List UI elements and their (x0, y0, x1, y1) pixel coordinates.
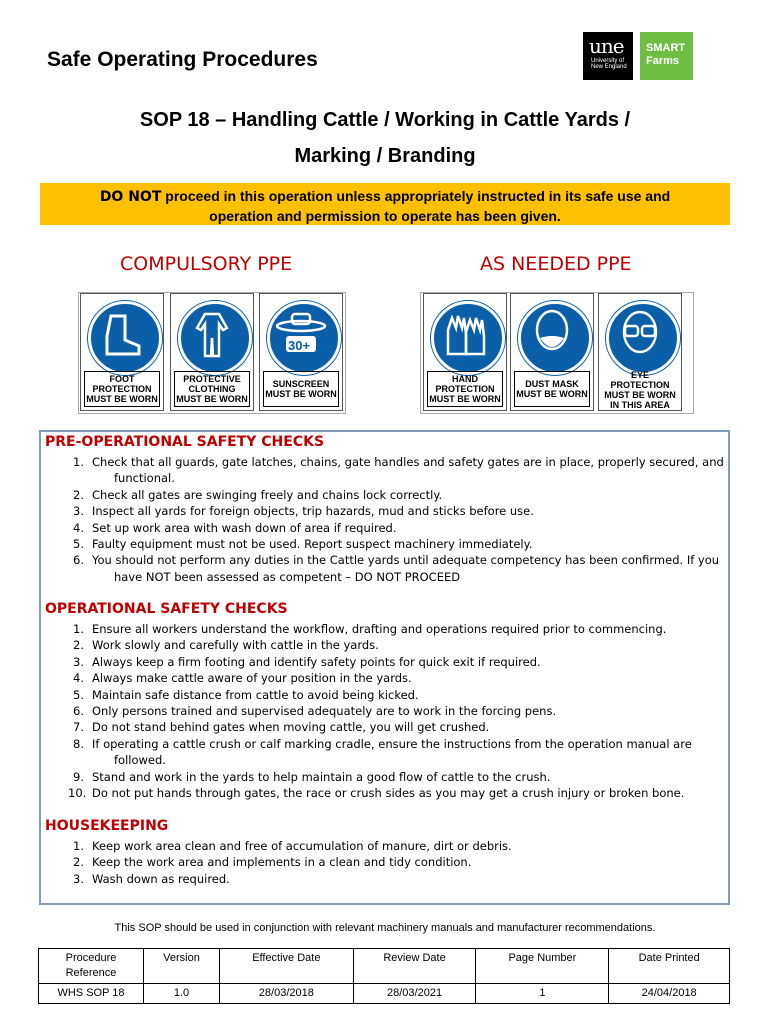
document-control-table (38, 948, 730, 1004)
ppe-sign-label: PROTECTIVE CLOTHING MUST BE WORN (174, 371, 250, 407)
table-header-cell: Version (144, 949, 220, 984)
coverall-icon (183, 306, 241, 364)
sun-hat-icon (272, 306, 330, 364)
pre-operational-heading: PRE-OPERATIONAL SAFETY CHECKS (45, 434, 325, 450)
operational-list (40, 621, 730, 801)
ppe-sign-foot-protection (80, 293, 164, 411)
list-item: 3. Wash down as required. (73, 871, 230, 886)
warning-strong: DO NOT (99, 189, 162, 205)
table-cell: 1 (476, 984, 609, 1004)
footnote: This SOP should be used in conjunction with relevant machinery manuals and manufacturer recommendations. (114, 922, 656, 934)
ppe-sign-sunscreen (259, 293, 343, 411)
table-header-cell: Date Printed (609, 949, 730, 984)
list-item: 2. Keep the work area and implements in a clean and tidy condition. (73, 855, 472, 870)
table-cell: 1.0 (144, 984, 220, 1004)
smart-farms-line1: SMART (646, 42, 686, 54)
list-item: 5. Maintain safe distance from cattle to avoid being kicked. (73, 687, 419, 702)
list-item: 4. Set up work area with wash down of area if required. (73, 520, 397, 535)
table-header-cell: Procedure Reference (39, 949, 144, 984)
list-item: 6. Only persons trained and supervised adequately are to work in the forcing pens. (73, 704, 557, 719)
list-item: 6. You should not perform any duties in the Cattle yards until adequate competency has been confirmed. If you have NOT been assessed as competent – DO NOT PROCEED (73, 553, 720, 584)
table-cell: 28/03/2018 (220, 984, 354, 1004)
list-item: 3. Inspect all yards for foreign objects, trip hazards, mud and sticks before use. (73, 504, 534, 519)
table-header-cell: Effective Date (220, 949, 354, 984)
table-cell: 24/04/2018 (609, 984, 730, 1004)
page-header-title: Safe Operating Procedures (47, 48, 318, 71)
warning-text: proceed in this operation unless appropriately instructed in its safe use and (161, 188, 671, 204)
une-logo-subtext: University of New England (591, 58, 627, 70)
safety-glasses-icon (611, 306, 669, 364)
table-header-cell: Page Number (476, 949, 609, 984)
dust-mask-icon (523, 306, 581, 364)
list-item: 5. Faulty equipment must not be used. Report suspect machinery immediately. (73, 537, 533, 552)
sop-title-line2: Marking / Branding (294, 145, 476, 167)
operational-heading: OPERATIONAL SAFETY CHECKS (45, 601, 288, 617)
ppe-sign-eye-protection (598, 293, 682, 411)
list-item: 2. Check all gates are swinging freely and chains lock correctly. (73, 487, 443, 502)
ppe-sign-hand-protection (423, 293, 507, 411)
list-item: 9. Stand and work in the yards to help maintain a good flow of cattle to the crush. (73, 769, 551, 784)
table-header-cell: Review Date (353, 949, 476, 984)
table-header-row (39, 949, 730, 984)
une-logo-wordmark: une (589, 34, 624, 58)
une-logo (583, 32, 633, 80)
list-item: 3. Always keep a firm footing and identify safety points for quick exit if required. (73, 654, 541, 669)
list-item: 8. If operating a cattle crush or calf marking cradle, ensure the instructions from the operation manual are followed. (73, 736, 692, 768)
warning-text-line2: operation and permission to operate has been given. (209, 208, 561, 224)
as-needed-ppe-heading: AS NEEDED PPE (480, 253, 632, 275)
smart-farms-logo (640, 32, 693, 80)
boot-icon (93, 306, 151, 364)
sunscreen-badge: 30+ (288, 338, 311, 353)
table-row (39, 984, 730, 1004)
pre-operational-list (40, 454, 730, 585)
housekeeping-heading: HOUSEKEEPING (45, 818, 169, 834)
list-item: 1. Check that all guards, gate latches, chains, gate handles and safety gates are in place, properly secured, and functional. (73, 455, 724, 486)
sop-title-line1: SOP 18 – Handling Cattle / Working in Cattle Yards / (139, 109, 631, 131)
list-item: 1. Ensure all workers understand the workflow, drafting and operations required prior to commencing. (73, 622, 667, 636)
list-item: 1. Keep work area clean and free of accumulation of manure, dirt or debris. (73, 839, 512, 853)
list-item: 4. Always make cattle aware of your position in the yards. (73, 671, 412, 686)
ppe-sign-label: FOOT PROTECTION MUST BE WORN (84, 371, 160, 407)
ppe-sign-label: DUST MASK MUST BE WORN (514, 371, 590, 407)
sop-title (40, 102, 730, 174)
ppe-sign-label: EYE PROTECTION MUST BE WORN IN THIS AREA (604, 370, 676, 410)
ppe-sign-dust-mask (510, 293, 594, 411)
list-item: 7. Do not stand behind gates when moving cattle, you will get crushed. (73, 720, 490, 735)
list-item: 10. Do not put hands through gates, the race or crush sides as you may get a crush injury or broken bone. (68, 786, 685, 801)
list-item: 2. Work slowly and carefully with cattle in the yards. (73, 638, 379, 653)
housekeeping-list (40, 838, 730, 887)
table-cell: 28/03/2021 (353, 984, 476, 1004)
ppe-sign-label: HAND PROTECTION MUST BE WORN (427, 371, 503, 407)
warning-banner (40, 183, 730, 225)
compulsory-ppe-heading: COMPULSORY PPE (120, 253, 293, 275)
ppe-sign-label: SUNSCREEN MUST BE WORN (263, 371, 339, 407)
table-cell: WHS SOP 18 (39, 984, 144, 1004)
gloves-icon (436, 306, 494, 364)
ppe-sign-protective-clothing (170, 293, 254, 411)
smart-farms-line2: Farms (646, 55, 680, 67)
